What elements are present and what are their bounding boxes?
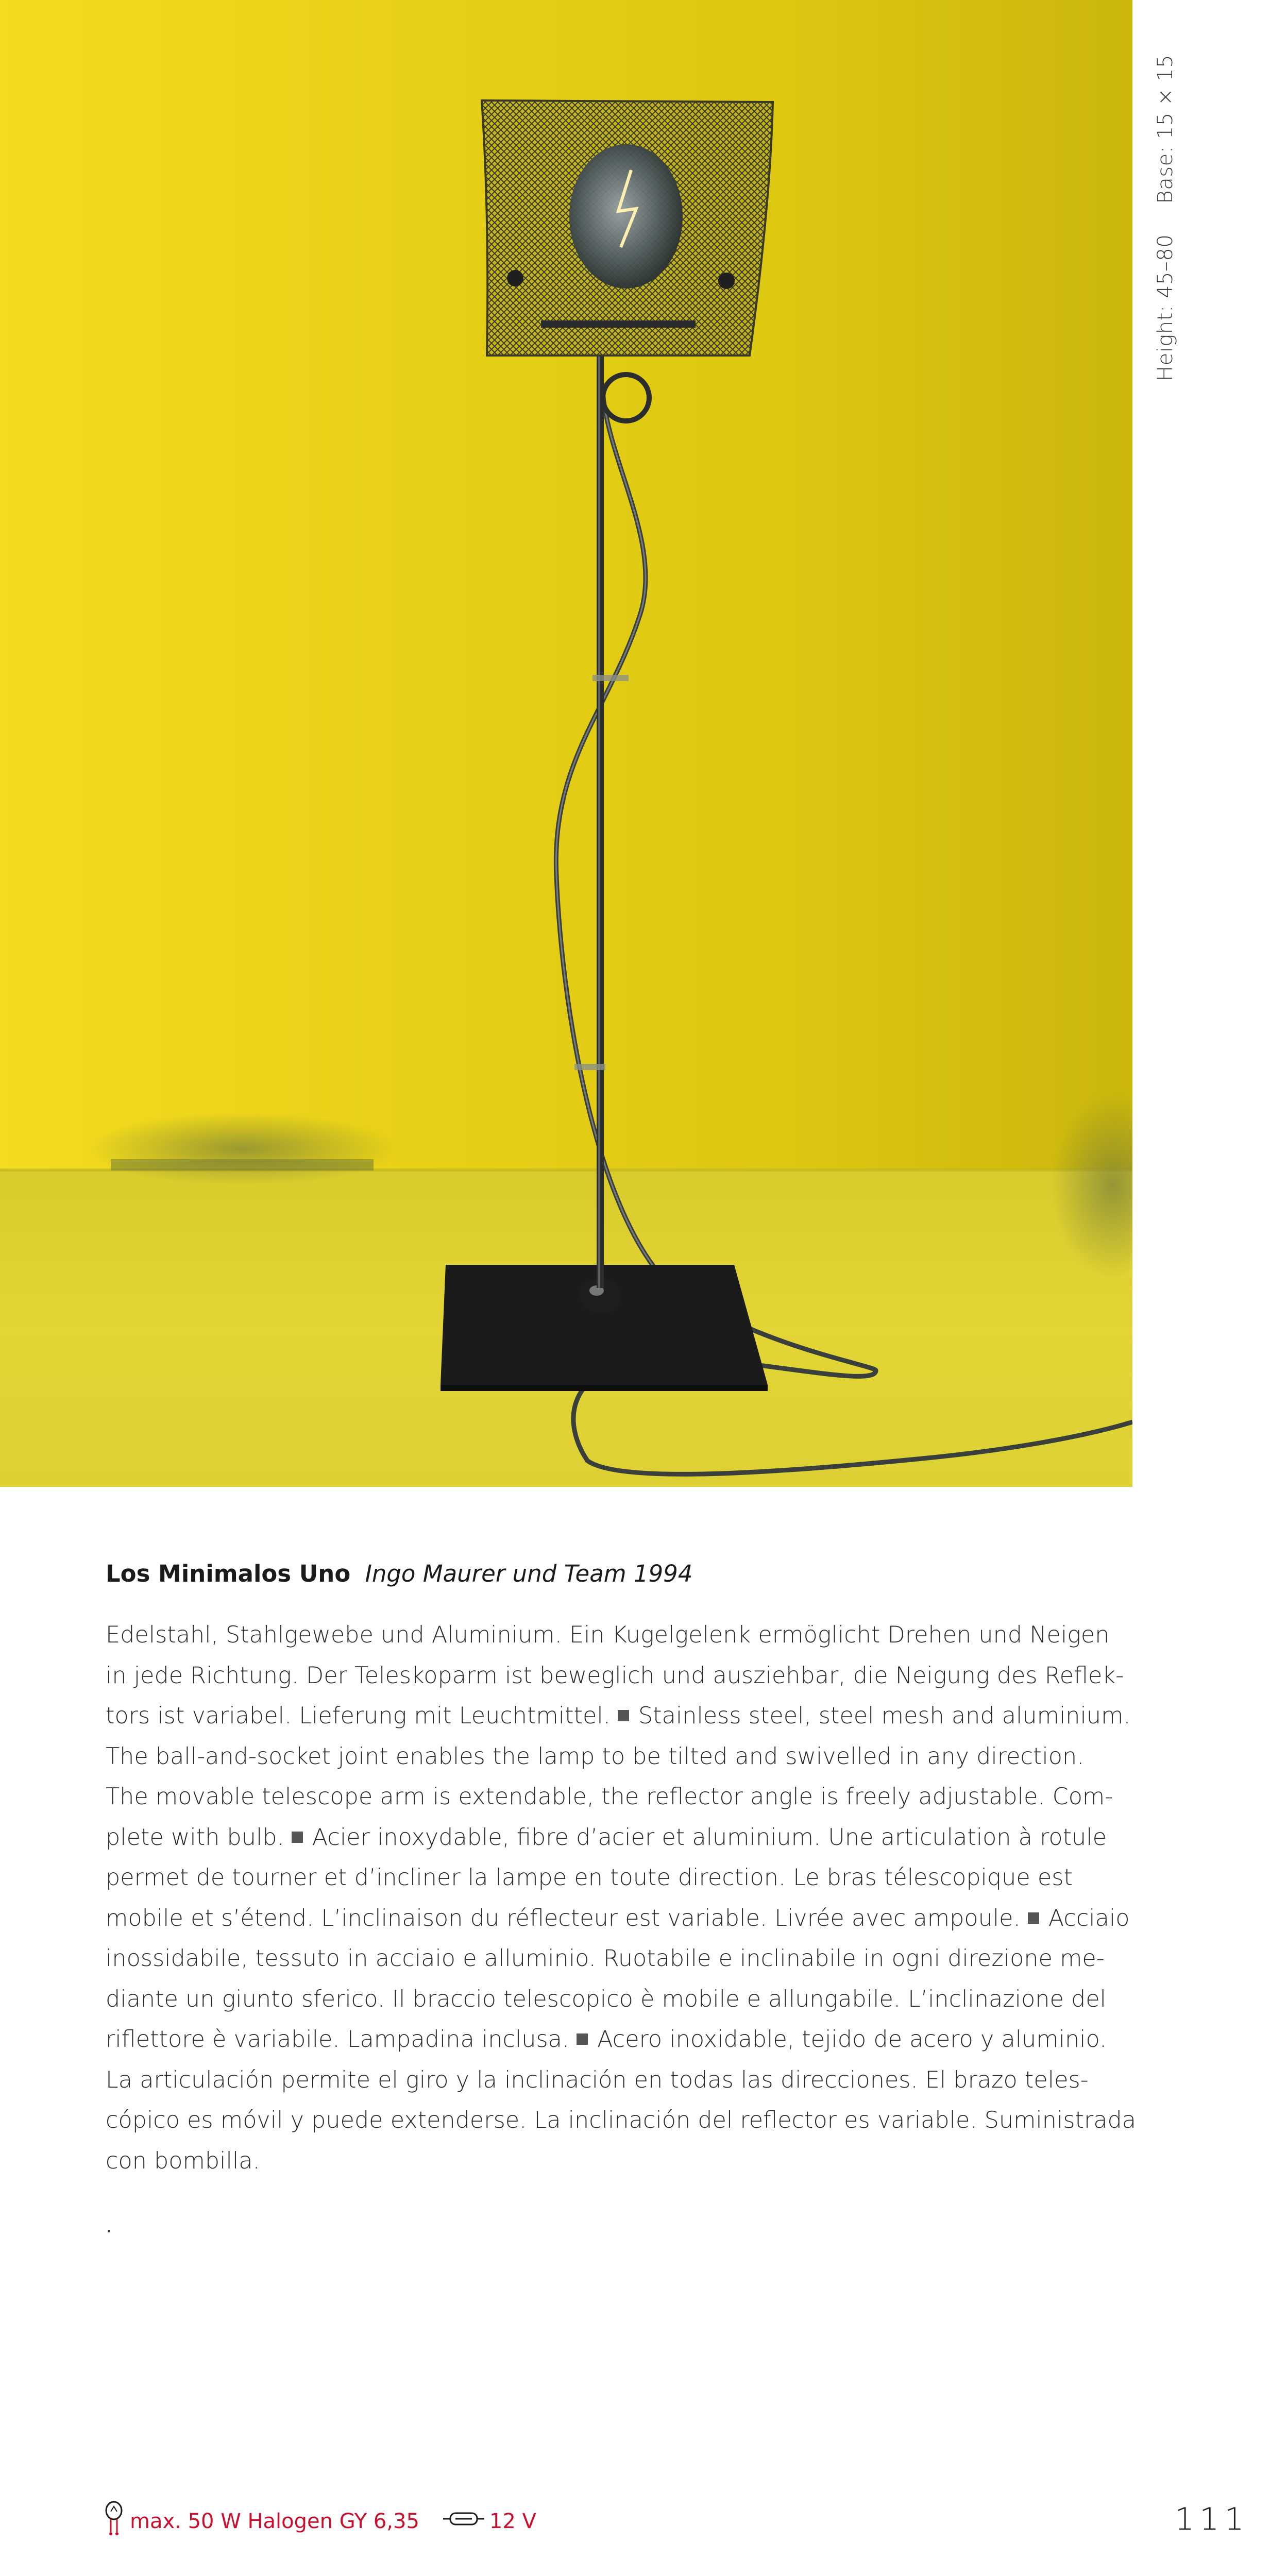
description-text: in jede Richtung. Der Teleskoparm ist beweglich und ausziehbar, die Neigung des Reflek- — [106, 1662, 1124, 1689]
product-designer: Ingo Maurer und Team 1994 — [365, 1560, 693, 1587]
description-line — [106, 1818, 1113, 1858]
description-text: diante un giunto sferico. Il braccio telescopico è mobile e allungabile. L’inclinazione del — [106, 1986, 1106, 2012]
description-text: Acciaio — [1048, 1905, 1130, 1931]
description-text: cópico es móvil y puede extenderse. La inclinación del reflector es variable. Suministrada — [106, 2107, 1137, 2133]
trailing-mark: . — [106, 2214, 112, 2238]
description-text: The movable telescope arm is extendable, the reflector angle is freely adjustable. Com- — [106, 1784, 1113, 1810]
description-text: Stainless steel, steel mesh and aluminium. — [638, 1703, 1131, 1729]
description-text: plete with bulb. — [106, 1824, 284, 1851]
description-line — [106, 1656, 1124, 1697]
description-line — [106, 1696, 1131, 1737]
description-text: inossidabile, tessuto in acciaio e alluminio. Ruotabile e inclinabile in ogni direzione me- — [106, 1945, 1105, 1972]
page-number: 111 — [1175, 2501, 1249, 2537]
language-separator-square-icon — [618, 1710, 629, 1721]
description-line — [106, 1737, 1113, 1777]
language-separator-square-icon — [292, 1832, 303, 1843]
product-description — [106, 1615, 1137, 2181]
product-name: Los Minimalos Uno — [106, 1560, 351, 1587]
description-text: mobile et s’étend. L’inclinaison du réflecteur est variable. Livrée avec ampoule. — [106, 1905, 1021, 1931]
description-text: tors ist variabel. Lieferung mit Leuchtmittel. — [106, 1703, 611, 1729]
technical-footer — [103, 2501, 536, 2542]
description-text: The ball-and-socket joint enables the lamp to be tilted and swivelled in any direction. — [106, 1743, 1085, 1770]
description-line — [106, 1615, 1113, 1656]
description-line — [106, 2060, 1113, 2101]
description-line — [106, 2100, 1137, 2141]
description-text: Acero inoxidable, tejido de acero y aluminio. — [597, 2026, 1107, 2053]
base-dimension: Base: 15 × 15 — [1154, 54, 1177, 204]
bulb-spec: max. 50 W Halogen GY 6,35 — [130, 2510, 419, 2533]
voltage: 12 V — [489, 2510, 536, 2533]
description-line — [106, 1858, 1113, 1899]
description-text: Edelstahl, Stahlgewebe und Aluminium. Ein Kugelgelenk ermöglicht Drehen und Neigen — [106, 1622, 1110, 1648]
description-text: permet de tourner et d’incliner la lampe en toute direction. Le bras télescopique est — [106, 1865, 1073, 1891]
halogen-bulb-icon — [103, 2499, 125, 2544]
description-line — [106, 1899, 1130, 1939]
description-text: con bombilla. — [106, 2147, 260, 2174]
description-text: La articulación permite el giro y la inclinación en todas las direcciones. El brazo teles- — [106, 2066, 1089, 2093]
product-heading — [106, 1553, 1110, 1595]
description-line — [106, 2020, 1113, 2060]
description-text: Acier inoxydable, fibre d’acier et aluminium. Une articulation à rotule — [312, 1824, 1107, 1851]
dimensions-label — [1142, 31, 1189, 381]
language-separator-square-icon — [577, 2033, 588, 2045]
transformer-icon — [443, 2509, 484, 2534]
height-dimension: Height: 45–80 — [1154, 234, 1177, 381]
description-text: riflettore è variabile. Lampadina inclusa. — [106, 2026, 570, 2053]
description-line — [106, 1979, 1113, 2020]
description-line — [106, 1939, 1113, 1979]
language-separator-square-icon — [1028, 1912, 1039, 1924]
description-line — [106, 1777, 1113, 1818]
description-line — [106, 2141, 1113, 2182]
